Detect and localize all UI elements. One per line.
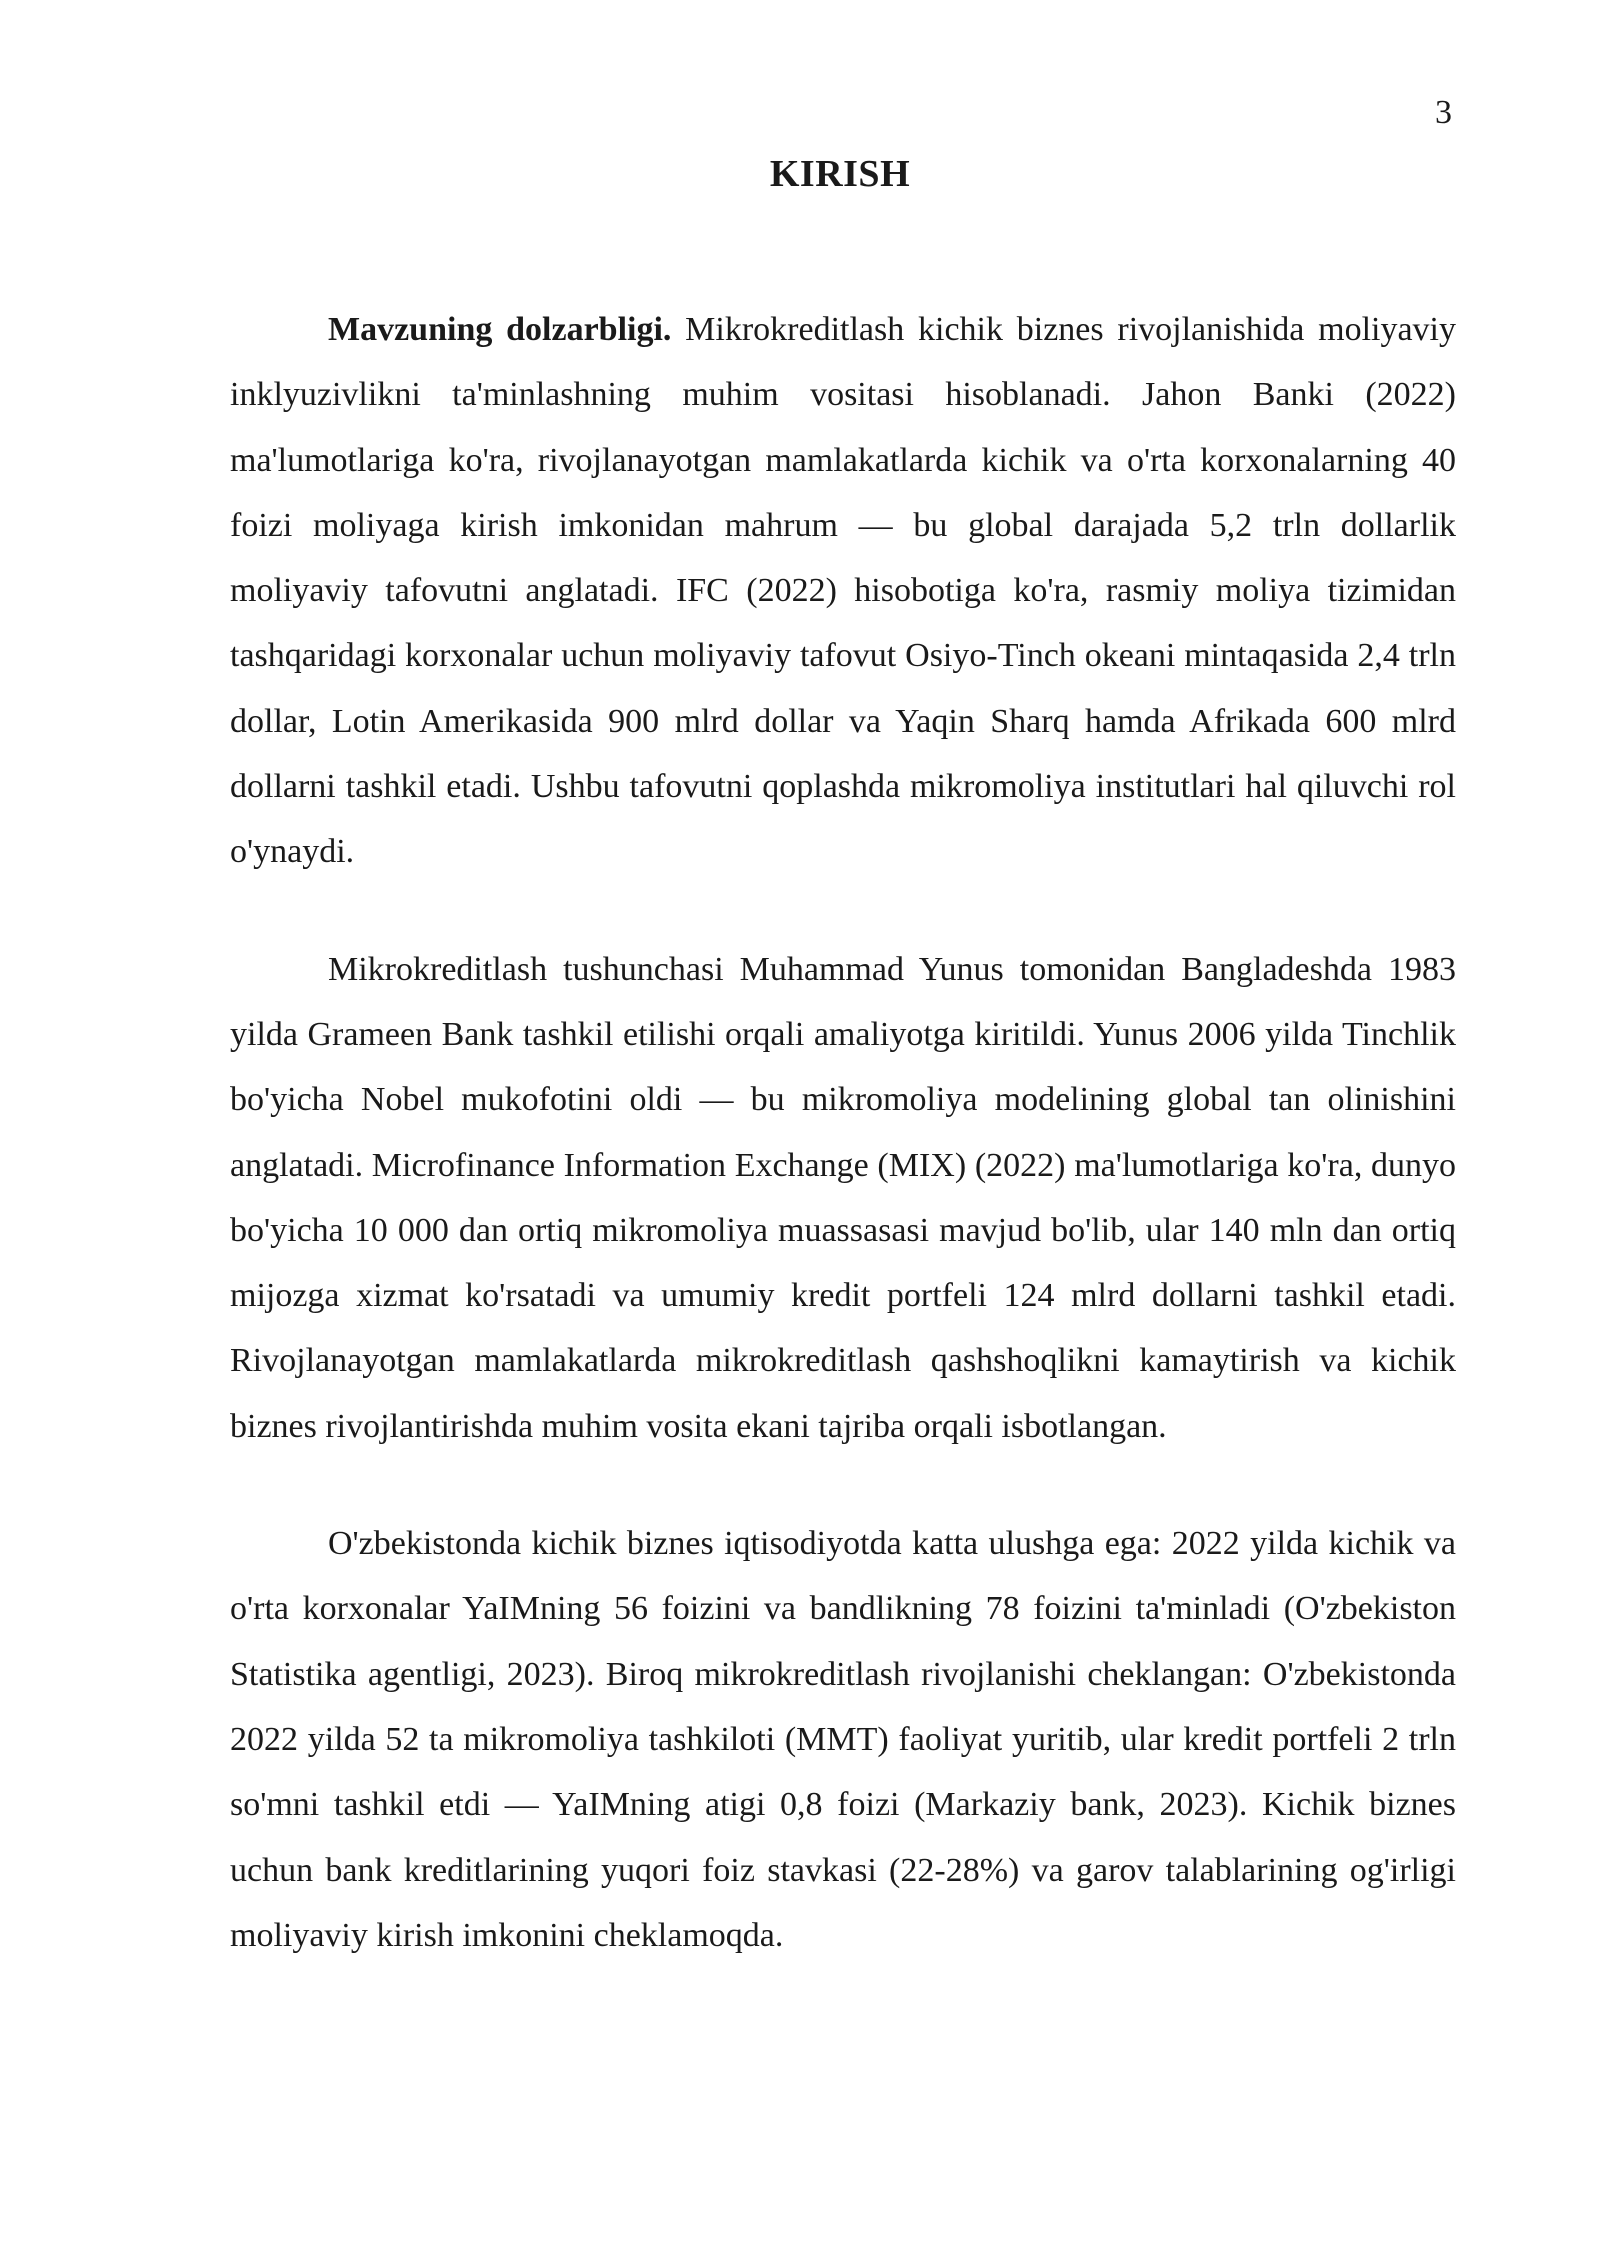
page-number: 3 bbox=[1435, 94, 1452, 131]
paragraph-text: Mikrokreditlash kichik biznes rivojlanishida moliyaviy inklyuzivlikni ta'minlashning muhim vositasi hisoblanadi. Jahon Banki (2022) ma'lumotlariga ko'ra, rivojlanayotgan mamlakatlarda kichik va o'rta korxonalarning 40 foizi moliyaga kirish imkonidan mahrum — bu global darajada 5,2 trln dollarlik moliyaviy tafovutni anglatadi. IFC (2022) hisobotiga ko'ra, rasmiy moliya tizimidan tashqaridagi korxonalar uchun moliyaviy tafovut Osiyo-Tinch okeani mintaqasida 2,4 trln dollar, Lotin Amerikasida 900 mlrd dollar va Yaqin Sharq hamda Afrikada 600 mlrd dollarni tashkil etadi. Ushbu tafovutni qoplashda mikromoliya institutlari hal qiluvchi rol o'ynaydi. bbox=[230, 311, 1456, 871]
paragraph-relevance bbox=[230, 297, 1456, 885]
page-title: KIRISH bbox=[769, 153, 911, 195]
document-body bbox=[230, 297, 1456, 2020]
paragraph-microcredit-history: Mikrokreditlash tushunchasi Muhammad Yunus tomonidan Bangladeshda 1983 yilda Grameen Bank tashkil etilishi orqali amaliyotga kiritildi. Yunus 2006 yilda Tinchlik bo'yicha Nobel mukofotini oldi — bu mikromoliya modelining global tan olinishini anglatadi. Microfinance Information Exchange (MIX) (2022) ma'lumotlariga ko'ra, dunyo bo'yicha 10 000 dan ortiq mikromoliya muassasasi mavjud bo'lib, ular 140 mln dan ortiq mijozga xizmat ko'rsatadi va umumiy kredit portfeli 124 mlrd dollarni tashkil etadi. Rivojlanayotgan mamlakatlarda mikrokreditlash qashshoqlikni kamaytirish va kichik biznes rivojlantirishda muhim vosita ekani tajriba orqali isbotlangan. bbox=[230, 950, 1456, 1445]
paragraph-uzbekistan: O'zbekistonda kichik biznes iqtisodiyotda katta ulushga ega: 2022 yilda kichik va o'rta korxonalar YaIMning 56 foizini va bandlikning 78 foizini ta'minladi (O'zbekiston Statistika agentligi, 2023). Biroq mikrokreditlash rivojlanishi cheklangan: O'zbekistonda 2022 yilda 52 ta mikromoliya tashkiloti (MMT) faoliyat yuritib, ular kredit portfeli 2 trln so'mni tashkil etdi — YaIMning atigi 0,8 foizi (Markaziy bank, 2023). Kichik biznes uchun bank kreditlarining yuqori foiz stavkasi (22-28%) va garov talablarining og'irligi moliyaviy kirish imkonini cheklamoqda. bbox=[230, 1525, 1456, 1954]
paragraph-lead-heading: Mavzuning dolzarbligi. bbox=[328, 311, 672, 348]
